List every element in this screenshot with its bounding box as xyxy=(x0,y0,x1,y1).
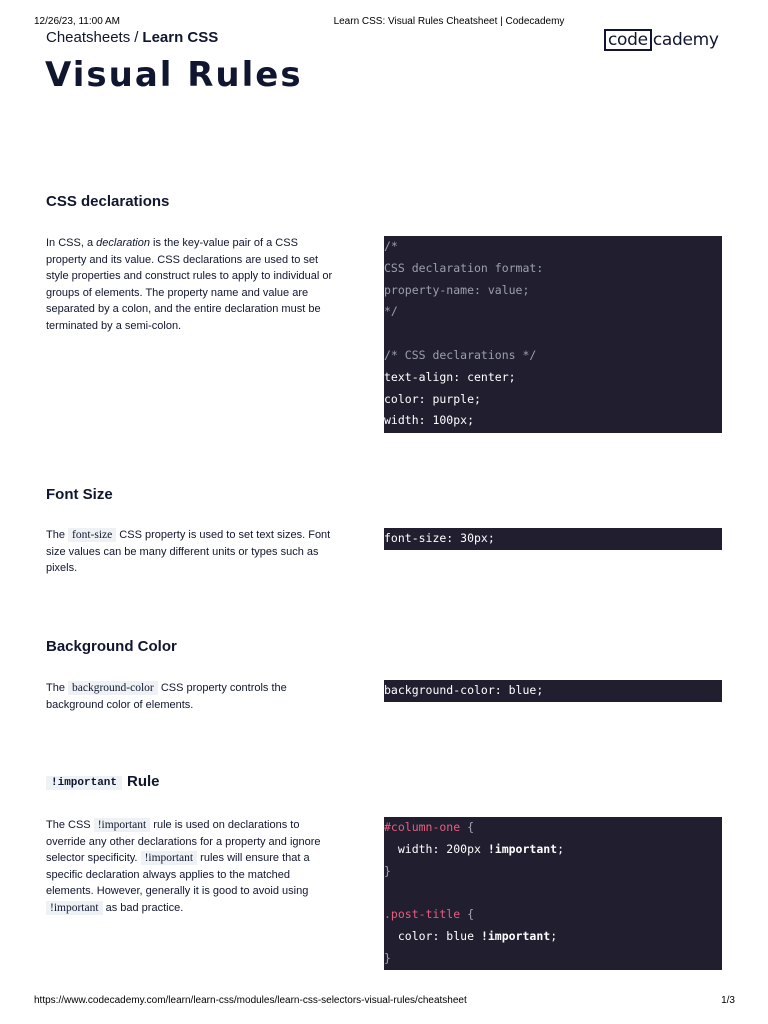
print-url: https://www.codecademy.com/learn/learn-css/modules/learn-css-selectors-visual-rules/cheatsheet xyxy=(34,995,467,1006)
section-heading-important-rule xyxy=(46,773,160,791)
section-desc-important-rule xyxy=(46,817,336,916)
breadcrumb-cheatsheets-link[interactable]: Cheatsheets xyxy=(46,29,131,46)
code-terminator: ; xyxy=(550,928,558,943)
code-brace: { xyxy=(460,907,475,922)
section-heading-background-color: Background Color xyxy=(46,638,177,655)
print-datetime: 12/26/23, 11:00 AM xyxy=(34,16,120,27)
code-line: font-size: 30px; xyxy=(384,531,495,545)
desc-text: The CSS xyxy=(46,819,94,831)
code-selector: #column-one xyxy=(384,820,461,834)
code-line: } xyxy=(384,950,391,965)
inline-code: font-size xyxy=(68,528,116,542)
code-line xyxy=(384,882,722,904)
inline-code: !important xyxy=(46,901,103,915)
code-line: */ xyxy=(384,304,398,319)
heading-text: Rule xyxy=(127,773,160,790)
code-line: /* CSS declarations */ xyxy=(384,347,537,362)
code-brace: { xyxy=(460,820,475,834)
code-line xyxy=(384,839,722,861)
desc-emphasis: declaration xyxy=(96,237,150,249)
code-line: } xyxy=(384,863,391,878)
desc-text: is the key-value pair of a CSS property and its value. CSS declarations are used to set style properties and construct rules to apply to individual or groups of elements. The property name and value are separated by a colon, and the entire declaration must be terminated by a semi-colon. xyxy=(46,237,333,332)
inline-code: !important xyxy=(94,818,151,832)
desc-text: In CSS, a xyxy=(46,237,97,249)
breadcrumb-separator: / xyxy=(134,29,139,46)
code-line: /* xyxy=(384,239,398,253)
print-page-number: 1/3 xyxy=(721,995,735,1006)
inline-code: background-color xyxy=(68,681,158,695)
code-line: color: purple; xyxy=(384,391,481,406)
code-line: CSS declaration format: xyxy=(384,260,544,275)
code-line xyxy=(384,323,722,345)
print-header xyxy=(0,16,768,30)
code-line xyxy=(384,904,722,926)
code-block-important-rule xyxy=(384,817,722,970)
breadcrumb-current[interactable]: Learn CSS xyxy=(142,29,219,46)
code-property: color: blue xyxy=(384,928,481,943)
print-page-title: Learn CSS: Visual Rules Cheatsheet | Codecademy xyxy=(333,16,565,27)
code-line: width: 100px; xyxy=(384,413,475,428)
code-line: background-color: blue; xyxy=(384,683,544,697)
code-line: property-name: value; xyxy=(384,282,530,297)
desc-text: rule is used on declarations to override any other declarations for a property and ignore selector specificity. xyxy=(46,819,321,864)
logo-boxed-text: code xyxy=(604,29,652,51)
desc-text: rules will ensure that a specific declaration always applies to the matched elements. However, generally it is good to avoid using xyxy=(46,852,310,897)
logo-rest-text: cademy xyxy=(652,30,719,50)
code-terminator: ; xyxy=(557,841,565,856)
page-title: Visual Rules xyxy=(45,55,303,95)
section-desc-font-size xyxy=(46,527,336,577)
desc-text: as bad practice. xyxy=(102,901,184,914)
code-important-keyword: !important xyxy=(480,928,551,943)
code-line: text-align: center; xyxy=(384,369,516,384)
desc-text: CSS property controls the background color of elements. xyxy=(46,682,287,711)
code-selector: .post-title xyxy=(384,907,461,922)
code-line xyxy=(384,926,722,948)
desc-text: CSS property is used to set text sizes. Font size values can be many different units or types such as pixels. xyxy=(46,529,331,574)
section-heading-css-declarations: CSS declarations xyxy=(46,193,170,210)
code-block-css-declarations xyxy=(384,236,722,433)
code-block-font-size xyxy=(384,528,722,550)
code-property: width: 200px xyxy=(384,841,488,856)
code-line xyxy=(384,817,722,839)
codecademy-logo[interactable] xyxy=(604,29,719,51)
code-block-background-color xyxy=(384,680,722,702)
section-desc-css-declarations xyxy=(46,235,336,334)
heading-code-chip: !important xyxy=(46,776,122,790)
section-heading-font-size: Font Size xyxy=(46,486,113,503)
desc-text: The xyxy=(46,529,69,541)
section-desc-background-color xyxy=(46,680,336,713)
breadcrumb xyxy=(46,29,218,46)
print-footer xyxy=(0,995,768,1009)
desc-text: The xyxy=(46,682,69,694)
inline-code: !important xyxy=(141,851,198,865)
code-important-keyword: !important xyxy=(487,841,558,856)
